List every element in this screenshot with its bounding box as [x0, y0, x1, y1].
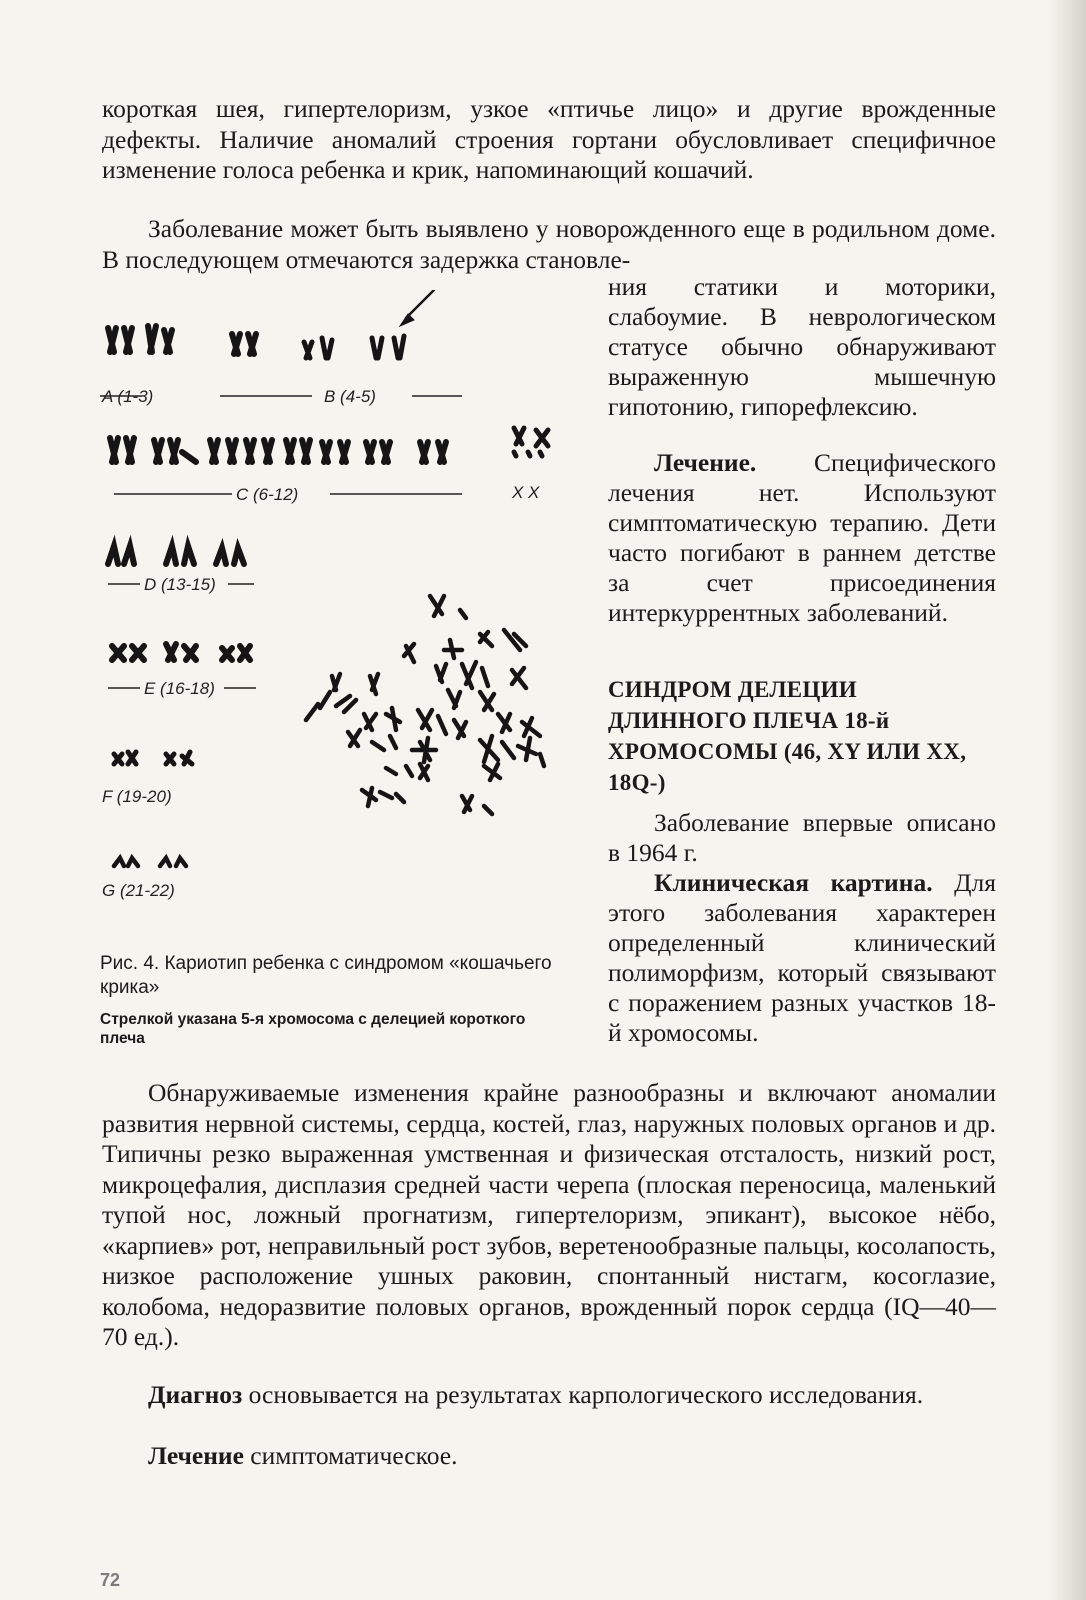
paragraph-clinical: [608, 868, 996, 1048]
diagnosis-label: Диагноз: [148, 1380, 243, 1409]
group-label-g: G (21-22): [102, 881, 175, 900]
treatment-text: Специфического лечения нет. Используют симптоматическую терапию. Дети часто погибают в раннем детстве за счет присоединения интеркуррентных заболеваний.: [608, 448, 996, 627]
clinical-text: Для этого заболевания характерен определенный клинический полиморфизм, который связывают с поражением разных участков 18-й хромосомы.: [608, 868, 996, 1047]
treatment-symptomatic-text: симптоматическое.: [243, 1441, 458, 1470]
paragraph-intro: короткая шея, гипертелоризм, узкое «птичье лицо» и другие врожденные дефекты. Наличие аномалий строения гортани обусловливает специфичное изменение голоса ребенка и крик, напоминающий кошачий.: [102, 94, 996, 184]
group-label-xx: X X: [512, 483, 540, 502]
treatment-symptomatic-label: Лечение: [148, 1441, 244, 1470]
paragraph-detection: Заболевание может быть выявлено у новорожденного еще в родильном доме. В последующем отмечаются задержка становле-: [102, 214, 996, 274]
treatment-label: Лечение.: [654, 448, 757, 477]
paragraph-diagnosis: [102, 1380, 996, 1411]
paragraph-changes: Обнаруживаемые изменения крайне разнообразны и включают аномалии развития нервной системы, сердца, костей, глаз, наружных половых органов и др. Типичны резко выраженная умственная и физическая отсталость, низкий рост, микроцефалия, дисплазия средней части черепа (плоская переносица, маленький тупой нос, ложный прогнатизм, гипертелоризм, эпикант), высокое нёбо, «карпиев» рот, неправильный рост зубов, веретенообразные пальцы, косолапость, низкое расположение ушных раковин, спонтанный нистагм, косоглазие, колобома, недоразвитие половых органов, врожденный порок сердца (IQ—40—70 ед.).: [102, 1078, 996, 1351]
clinical-label: Клиническая картина.: [654, 868, 933, 897]
paragraph-neuro-status: ния статики и моторики, слабоумие. В неврологическом статусе обычно обнаруживают выраженную мышечную гипотонию, гипорефлексию.: [608, 272, 996, 421]
group-label-b: B (4-5): [324, 387, 376, 406]
group-label-f: F (19-20): [102, 787, 172, 806]
karyotype-image: [100, 290, 580, 940]
group-label-d: D (13-15): [144, 575, 216, 594]
figure-caption-title: Рис. 4. Кариотип ребенка с синдромом «кошачьего крика»: [100, 953, 552, 998]
page-number: 72: [100, 1570, 121, 1590]
section-heading: СИНДРОМ ДЕЛЕЦИИ ДЛИННОГО ПЛЕЧА 18-й ХРОМОСОМЫ (46, XY ИЛИ XX, 18Q-): [608, 677, 967, 795]
paragraph-treatment-symptomatic: [102, 1441, 996, 1472]
paragraph-first-described: Заболевание впервые описано в 1964 г.: [608, 808, 996, 867]
paragraph-treatment: [608, 448, 996, 628]
karyotype-figure: [100, 290, 580, 940]
diagnosis-text: основывается на результатах карпологического исследования.: [242, 1380, 924, 1409]
group-label-e: E (16-18): [144, 679, 215, 698]
group-label-c: C (6-12): [236, 485, 299, 504]
group-label-a: A (1-3): [102, 387, 154, 406]
figure-caption-note: Стрелкой указана 5-я хромосома с делецией короткого плеча: [100, 1011, 526, 1047]
page-edge-shadow: [1048, 0, 1086, 1600]
